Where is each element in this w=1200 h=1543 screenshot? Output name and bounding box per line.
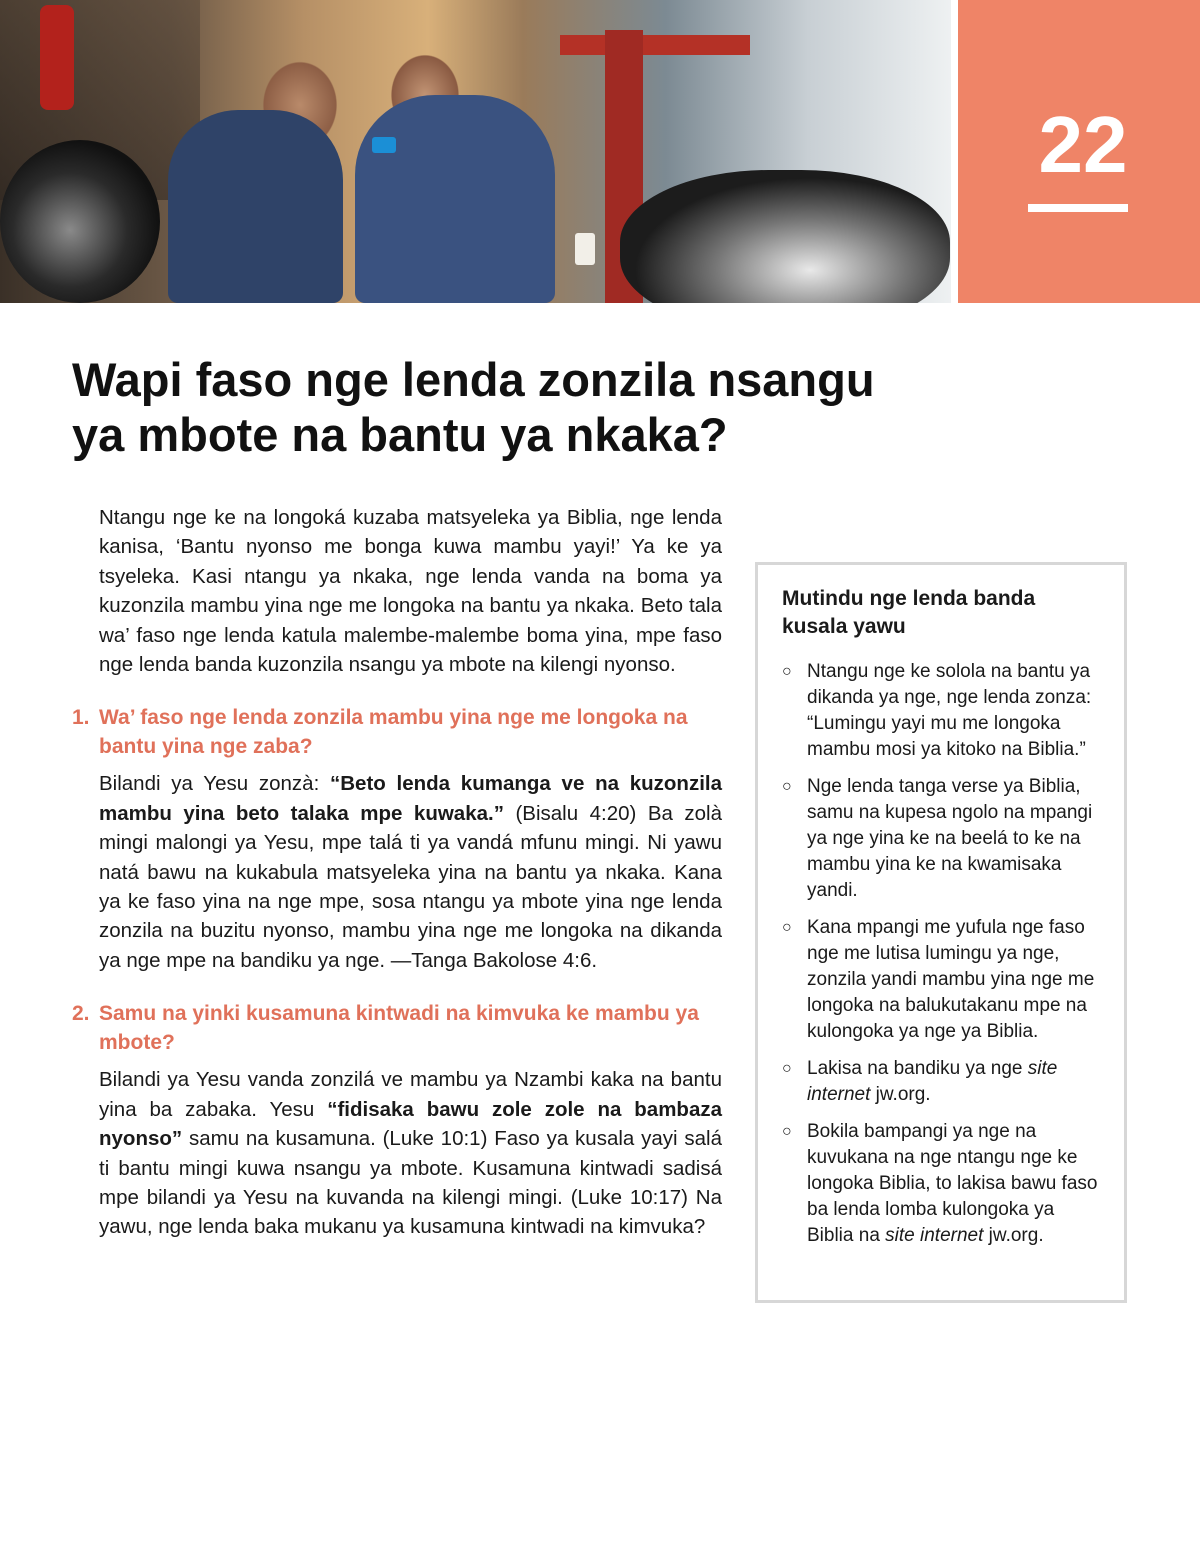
tip-text: Ntangu nge ke solola na bantu ya dikanda ya nge, nge lenda zonza: “Lumingu yayi mu me longoka mambu mosi ya kitoko na Biblia.”	[807, 661, 1092, 760]
page-title	[72, 352, 972, 462]
bullet-icon: ○	[782, 919, 792, 936]
bullet-icon: ○	[782, 663, 792, 680]
phone	[372, 137, 396, 153]
paragraph-1-quote: “Beto lenda kumanga ve na kuzonzila mambu yina beto talaka mpe kuwaka.”	[99, 772, 722, 825]
paragraph-1-start: Bilandi ya Yesu zonzà:	[99, 772, 330, 796]
tips-box	[755, 562, 1127, 1303]
question-1-number: 1.	[72, 706, 90, 730]
tip-item	[782, 1056, 1100, 1108]
tip-item	[782, 915, 1100, 1045]
motorcycle-left	[0, 140, 160, 303]
coffee-cup	[575, 233, 595, 265]
bullet-icon: ○	[782, 1060, 792, 1077]
question-1-text: Wa’ faso nge lenda zonzila mambu yina nge me longoka na bantu yina nge zaba?	[99, 706, 688, 759]
paragraph-2	[72, 1065, 722, 1241]
tip-item	[782, 774, 1100, 904]
tip-text: Lakisa na bandiku ya nge	[807, 1058, 1028, 1079]
bullet-icon: ○	[782, 1123, 792, 1140]
tip-text-italic: site internet	[885, 1225, 984, 1246]
tips-list	[782, 659, 1100, 1249]
tip-text-end: jw.org.	[870, 1084, 931, 1105]
tip-item	[782, 1119, 1100, 1249]
tip-text: Nge lenda tanga verse ya Biblia, samu na kupesa ngolo na mpangi ya nge yina ke na beelá to ke na mambu yina ke na kwamisaka yandi.	[807, 776, 1093, 901]
older-man	[168, 110, 343, 303]
question-2	[72, 999, 722, 1057]
tip-text: Kana mpangi me yufula nge faso nge me lutisa lumingu ya nge, zonzila yandi mambu yina nge me longoka na balukutakanu mpe na kulongoka ya nge ya Biblia.	[807, 917, 1095, 1042]
header-photo	[0, 0, 951, 303]
tip-text: Bokila bampangi ya nge na kuvukana na nge ntangu nge ke longoka Biblia, to lakisa bawu faso ba lenda lomba kulongoka ya Biblia na	[807, 1121, 1098, 1246]
car-lift-arm	[560, 35, 750, 55]
younger-man	[355, 95, 555, 303]
fire-extinguisher	[40, 5, 74, 110]
paragraph-1	[72, 769, 722, 975]
motorcycle-right	[620, 170, 950, 303]
question-2-text: Samu na yinki kusamuna kintwadi na kimvuka ke mambu ya mbote?	[99, 1002, 699, 1055]
paragraph-2-start: Bilandi ya Yesu vanda zonzilá ve mambu ya Nzambi kaka na bantu yina ba zabaka. Yesu	[99, 1068, 722, 1121]
tip-text-italic: site internet	[807, 1058, 1058, 1105]
lesson-number-box	[958, 0, 1200, 303]
title-line-2: ya mbote na bantu ya nkaka?	[72, 408, 728, 461]
paragraph-2-end: samu na kusamuna. (Luke 10:1) Faso ya kusala yayi salá ti bantu mingi kuwa nsangu ya mbote. Kusamuna kintwadi sadisá mpe bilandi ya Yesu na kuvanda na kilengi mingi. (Luke 10:17) Na yawu, nge lenda baka mukanu ya kusamuna kintwadi na kimvuka?	[99, 1127, 722, 1239]
question-1	[72, 703, 722, 761]
tips-heading: Mutindu nge lenda banda kusala yawu	[782, 587, 1036, 638]
title-line-1: Wapi faso nge lenda zonzila nsangu	[72, 353, 875, 406]
bullet-icon: ○	[782, 778, 792, 795]
paragraph-1-end: (Bisalu 4:20) Ba zolà mingi malongi ya Yesu, mpe talá ti ya vandá mfunu mingi. Ni yawu natá bawu na kukabula matsyeleka yina na bantu ya nkaka. Kana ya ke faso yina na nge mpe, sosa ntangu ya mbote yina nge lenda zonzila na buzitu nyonso, mambu yina nge me longoka na dikanda ya nge mpe na bandiku ya nge. —Tanga Bakolose 4:6.	[99, 801, 722, 972]
lesson-number: 22	[1038, 100, 1128, 189]
paragraph-2-quote: “fidisaka bawu zole zole na bambaza nyonso”	[99, 1097, 722, 1151]
question-2-number: 2.	[72, 1002, 90, 1026]
tip-text-end: jw.org.	[983, 1225, 1044, 1246]
lesson-number-underline	[1028, 204, 1128, 212]
main-column	[72, 503, 722, 1242]
tip-item	[782, 659, 1100, 763]
intro-paragraph: Ntangu nge ke na longoká kuzaba matsyeleka ya Biblia, nge lenda kanisa, ‘Bantu nyonso me bonga kuwa mambu yayi!’ Ya ke ya tsyeleka. Kasi ntangu ya nkaka, nge lenda vanda na boma ya kuzonzila mambu yina nge me longoka na bantu ya nkaka. Beto tala wa’ faso nge lenda katula malembe-malembe boma yina, mpe faso nge lenda banda kuzonzila nsangu ya mbote na kilengi nyonso.	[99, 506, 722, 677]
